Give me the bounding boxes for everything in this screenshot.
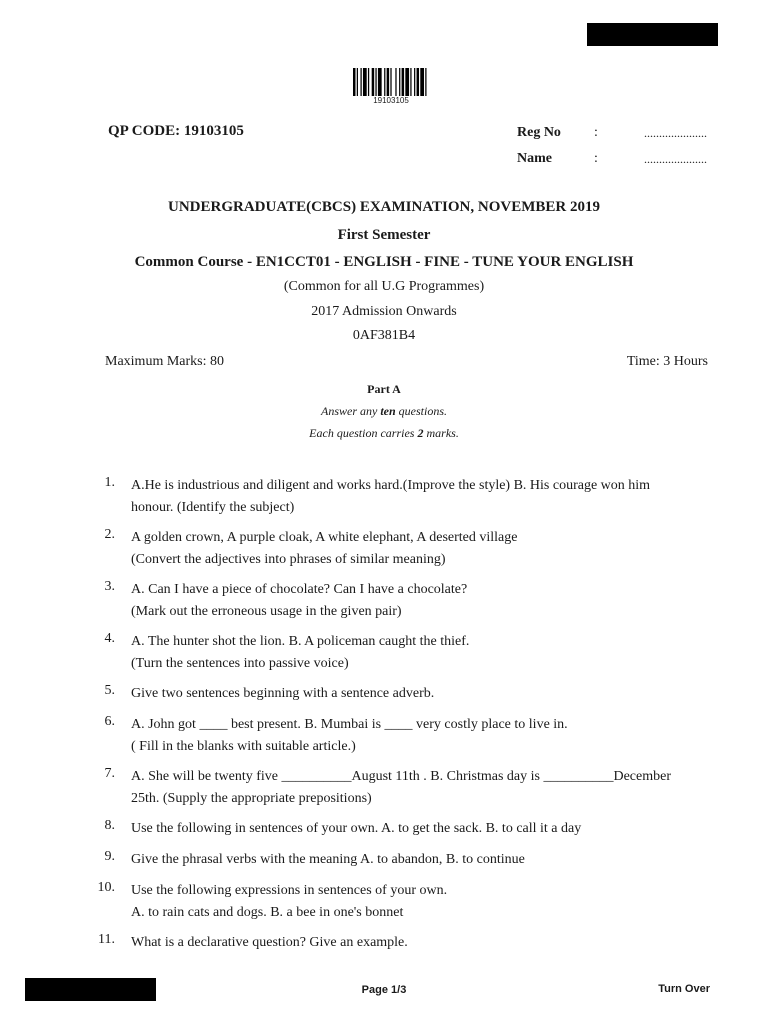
question-line: honour. (Identify the subject) — [131, 500, 295, 515]
semester-title: First Semester — [337, 227, 431, 243]
barcode-bar — [378, 68, 382, 96]
barcode-bar — [353, 68, 355, 96]
question-text — [131, 818, 711, 840]
barcode-bar — [387, 68, 389, 96]
part-instruction-2: Each question carries 2 marks. — [309, 426, 459, 440]
redaction-box-top — [587, 23, 718, 46]
course-title: Common Course - EN1CCT01 - ENGLISH - FINE - TUNE YOUR ENGLISH — [134, 254, 634, 270]
question-line: A. She will be twenty five __________August 11th . B. Christmas day is __________December — [131, 769, 671, 784]
question-line: A. John got ____ best present. B. Mumbai is ____ very costly place to live in. — [131, 717, 568, 732]
question-line: (Turn the sentences into passive voice) — [131, 656, 349, 671]
barcode-bar — [395, 68, 396, 96]
barcode-bar — [402, 68, 404, 96]
max-marks: Maximum Marks: 80 — [105, 354, 224, 369]
question-number: 7. — [104, 766, 115, 781]
barcode-graphic — [353, 68, 429, 96]
common-for: (Common for all U.G Programmes) — [283, 279, 485, 294]
question-line: 25th. (Supply the appropriate prepositions) — [131, 791, 372, 806]
question-line: A. to rain cats and dogs. B. a bee in one's bonnet — [131, 905, 404, 920]
question-line: A. Can I have a piece of chocolate? Can I have a chocolate? — [131, 582, 468, 597]
barcode-bar — [414, 68, 415, 96]
question-number: 5. — [104, 683, 115, 698]
reg-no-colon: : — [594, 125, 598, 140]
barcode-bar — [384, 68, 385, 96]
name-colon: : — [594, 151, 598, 166]
question-number: 2. — [104, 527, 115, 542]
question-line: ( Fill in the blanks with suitable article.) — [131, 739, 356, 754]
reg-no-label: Reg No — [517, 125, 561, 140]
barcode-bar — [399, 68, 400, 96]
barcode-bar — [363, 68, 367, 96]
question-line: (Mark out the erroneous usage in the given pair) — [131, 604, 402, 619]
barcode-bar — [357, 68, 358, 96]
reg-no-field: ..................... — [644, 126, 707, 140]
barcode-number: 19103105 — [373, 96, 409, 105]
turn-over-note: Turn Over — [658, 983, 710, 995]
question-text — [131, 766, 711, 810]
question-text — [131, 714, 711, 758]
question-line: (Convert the adjectives into phrases of similar meaning) — [131, 552, 446, 567]
paper-code: 0AF381B4 — [352, 328, 416, 343]
question-text — [131, 683, 711, 705]
question-line: Use the following expressions in sentences of your own. — [131, 883, 448, 898]
admission-note: 2017 Admission Onwards — [311, 304, 457, 319]
question-number: 9. — [104, 849, 115, 864]
barcode-bar — [420, 68, 424, 96]
question-line: A.He is industrious and diligent and works hard.(Improve the style) B. His courage won him — [131, 478, 651, 493]
question-text — [131, 880, 711, 924]
part-instruction-1: Answer any ten questions. — [320, 404, 447, 418]
barcode-bar — [425, 68, 426, 96]
question-number: 6. — [104, 714, 115, 729]
name-label: Name — [517, 151, 552, 166]
time-allowed: Time: 3 Hours — [626, 354, 708, 369]
question-text — [131, 932, 711, 954]
question-number: 8. — [104, 818, 115, 833]
name-field: ..................... — [644, 152, 707, 166]
barcode-bar — [372, 68, 374, 96]
question-number: 10. — [97, 880, 115, 895]
question-line: Use the following in sentences of your own. A. to get the sack. B. to call it a day — [131, 821, 582, 836]
question-line: A. The hunter shot the lion. B. A policeman caught the thief. — [131, 634, 470, 649]
question-text — [131, 579, 711, 623]
barcode-bar — [390, 68, 391, 96]
question-number: 1. — [104, 475, 115, 490]
barcode-bar — [368, 68, 369, 96]
question-line: A golden crown, A purple cloak, A white elephant, A deserted village — [131, 530, 518, 545]
qp-code: QP CODE: 19103105 — [108, 123, 244, 139]
part-title: Part A — [367, 382, 401, 396]
question-line: Give two sentences beginning with a sentence adverb. — [131, 686, 435, 701]
barcode-bar — [405, 68, 409, 96]
question-line: What is a declarative question? Give an example. — [131, 935, 408, 950]
question-text — [131, 631, 711, 675]
page-number: Page 1/3 — [361, 984, 407, 996]
question-number: 11. — [98, 932, 115, 947]
question-number: 3. — [104, 579, 115, 594]
question-number: 4. — [104, 631, 115, 646]
question-text — [131, 475, 711, 519]
exam-title: UNDERGRADUATE(CBCS) EXAMINATION, NOVEMBER 2019 — [168, 199, 600, 215]
barcode-bar — [375, 68, 376, 96]
barcode-bar — [417, 68, 419, 96]
barcode-bar — [360, 68, 361, 96]
barcode-bar — [410, 68, 411, 96]
question-text — [131, 527, 711, 571]
question-line: Give the phrasal verbs with the meaning A. to abandon, B. to continue — [131, 852, 525, 867]
question-text — [131, 849, 711, 871]
